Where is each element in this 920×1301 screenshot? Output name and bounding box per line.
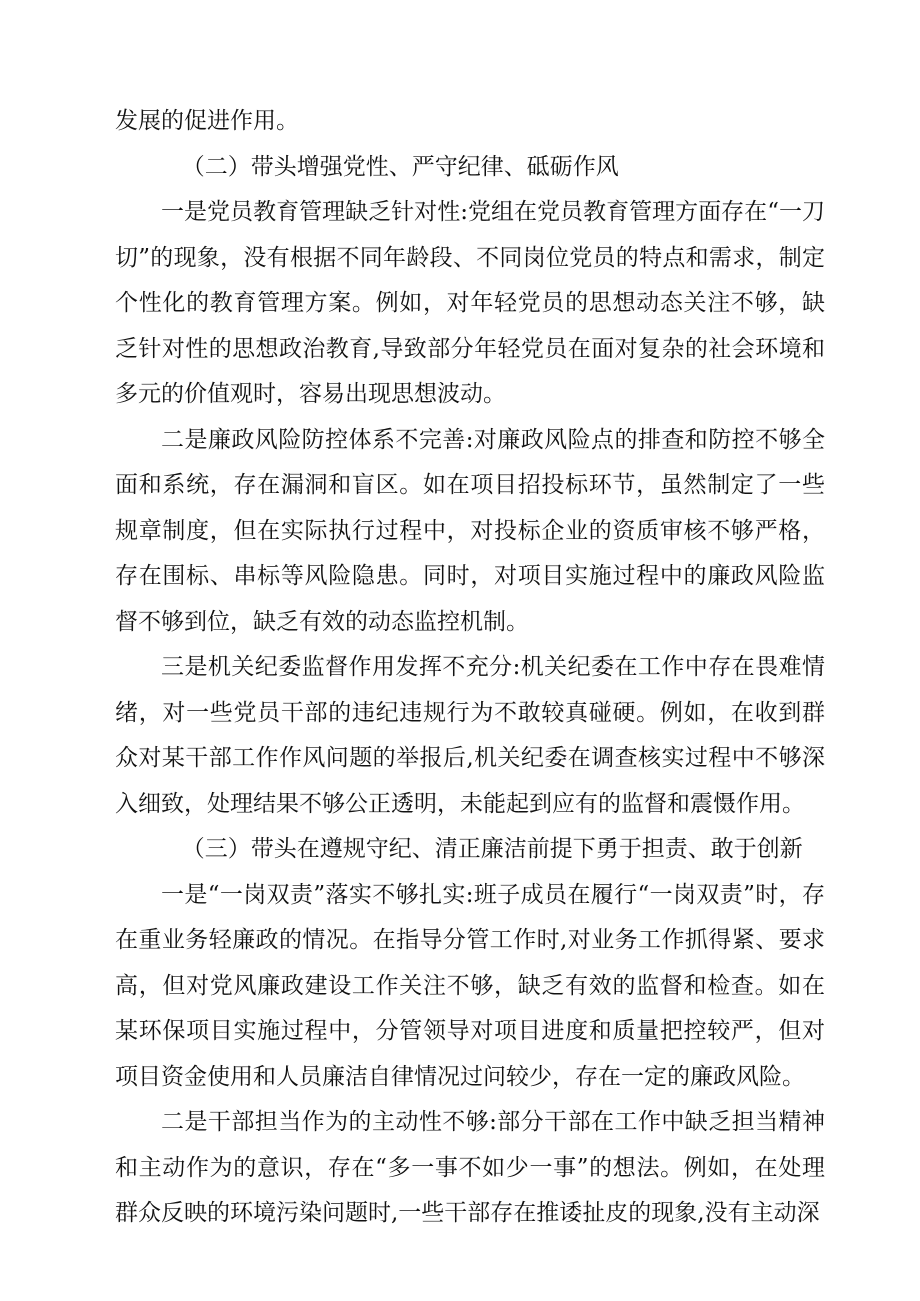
- section-heading-3: （三）带头在遵规守纪、清正廉洁前提下勇于担责、敢于创新: [181, 836, 803, 862]
- paragraph-integrity-risk: 二是廉政风险防控体系不完善:对廉政风险点的排查和防控不够全面和系统，存在漏洞和盲区。如在项目招投标环节，虽然制定了一些规章制度，但在实际执行过程中，对投标企业的资质审核不够严格，存在围标、串标等风险隐患。同时，对项目实施过程中的廉政风险监督不够到位，缺乏有效的动态监控机制。: [115, 426, 825, 635]
- paragraph-discipline-supervision: 三是机关纪委监督作用发挥不充分:机关纪委在工作中存在畏难情绪，对一些党员干部的违纪违规行为不敢较真碰硬。例如，在收到群众对某干部工作作风问题的举报后,机关纪委在调查核实过程中不够深入细致，处理结果不够公正透明，未能起到应有的监督和震慑作用。: [115, 654, 825, 817]
- paragraph-cadre-initiative: 二是干部担当作为的主动性不够:部分干部在工作中缺乏担当精神和主动作为的意识，存在“多一事不如少一事”的想法。例如，在处理群众反映的环境污染问题时,一些干部存在推诿扯皮的现象,没有主动深: [115, 1109, 825, 1226]
- paragraph-party-education: 一是党员教育管理缺乏针对性:党组在党员教育管理方面存在“一刀切”的现象，没有根据不同年龄段、不同岗位党员的特点和需求，制定个性化的教育管理方案。例如，对年轻党员的思想动态关注不够，缺乏针对性的思想政治教育,导致部分年轻党员在面对复杂的社会环境和多元的价值观时，容易出现思想波动。: [115, 199, 825, 407]
- paragraph-dual-responsibility: 一是“一岗双责”落实不够扎实:班子成员在履行“一岗双责”时，存在重业务轻廉政的情况。在指导分管工作时,对业务工作抓得紧、要求高，但对党风廉政建设工作关注不够，缺乏有效的监督和检查。如在某环保项目实施过程中，分管领导对项目进度和质量把控较严，但对项目资金使用和人员廉洁自律情况过问较少，存在一定的廉政风险。: [115, 881, 825, 1090]
- document-body: [115, 99, 825, 1237]
- section-heading-2: （二）带头增强党性、严守纪律、砥砺作风: [181, 153, 619, 180]
- continuation-paragraph: 发展的促进作用。: [115, 108, 299, 134]
